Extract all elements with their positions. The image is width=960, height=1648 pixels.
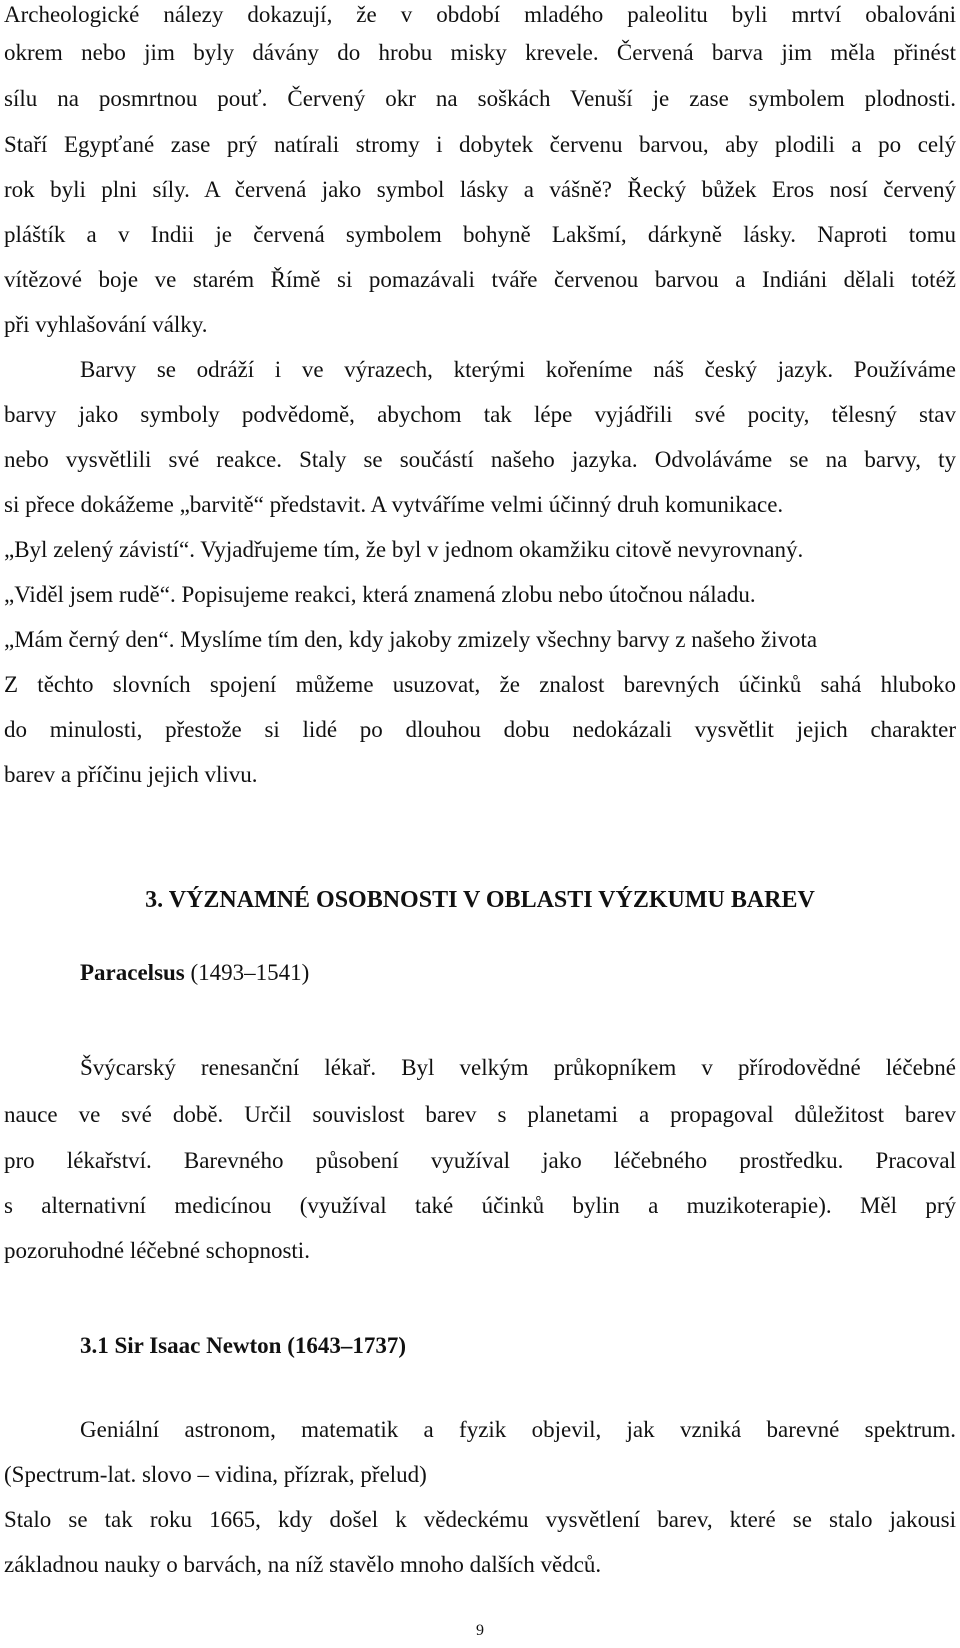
text-line: okrem nebo jim byly dávány do hrobu misky krevele. Červená barva jim měla přinést: [4, 40, 956, 65]
person-years: (1493–1541): [190, 960, 310, 985]
text-line: do minulosti, přestože si lidé po dlouhou dobu nedokázali vysvětlit jejich charakter: [4, 717, 956, 742]
text-line: „Mám černý den“. Myslíme tím den, kdy jakoby zmizely všechny barvy z našeho života: [4, 627, 818, 652]
text-line: barvy jako symboly podvědomě, abychom tak lépe vyjádřili své pocity, tělesný stav: [4, 402, 956, 427]
text-line: vítězové boje ve starém Římě si pomazávali tváře červenou barvou a Indiáni dělali totéž: [4, 267, 956, 292]
section-heading: 3. VÝZNAMNÉ OSOBNOSTI V OBLASTI VÝZKUMU BAREV: [145, 887, 815, 913]
text-line: pro lékařství. Barevného působení využíval jako léčebného prostředku. Pracoval: [4, 1148, 956, 1173]
text-line: (Spectrum-lat. slovo – vidina, přízrak, přelud): [4, 1462, 427, 1487]
text-line: pláštík a v Indii je červená symbolem bohyně Lakšmí, dárkyně lásky. Naproti tomu: [4, 222, 956, 247]
person-heading-text: 3.1 Sir Isaac Newton (1643–1737): [80, 1333, 407, 1358]
text-line: si přece dokážeme „barvitě“ představit. A vytváříme velmi účinný druh komunikace.: [4, 492, 784, 517]
page-number: 9: [476, 1622, 484, 1639]
text-line: Staří Egypťané zase prý natírali stromy i dobytek červenu barvou, aby plodili a po celý: [4, 132, 956, 157]
person-heading-paracelsus: [80, 960, 309, 986]
text-line: nebo vysvětlili své reakce. Staly se součástí našeho jazyka. Odvoláváme se na barvy, ty: [4, 447, 956, 472]
text-line: Z těchto slovních spojení můžeme usuzovat, že znalost barevných účinků sahá hluboko: [4, 672, 956, 697]
text-line: pozoruhodné léčebné schopnosti.: [4, 1238, 310, 1263]
text-line: „Byl zelený závistí“. Vyjadřujeme tím, že byl v jednom okamžiku citově nevyrovnaný.: [4, 537, 804, 562]
text-line: rok byli plni síly. A červená jako symbol lásky a vášně? Řecký bůžek Eros nosí červený: [4, 177, 956, 202]
text-line: Archeologické nálezy dokazují, že v období mladého paleolitu byli mrtví obalováni: [4, 2, 956, 27]
text-line: s alternativní medicínou (využíval také účinků bylin a muzikoterapie). Měl prý: [4, 1193, 956, 1218]
text-line: Švýcarský renesanční lékař. Byl velkým průkopníkem v přírodovědné léčebné: [80, 1055, 956, 1080]
text-line: základnou nauky o barvách, na níž stavělo mnoho dalších vědců.: [4, 1552, 602, 1577]
text-line: nauce ve své době. Určil souvislost barev s planetami a propagoval důležitost barev: [4, 1102, 956, 1127]
text-line: Barvy se odráží i ve výrazech, kterými kořeníme náš český jazyk. Používáme: [80, 357, 956, 382]
text-line: Geniální astronom, matematik a fyzik objevil, jak vzniká barevné spektrum.: [80, 1417, 956, 1442]
text-line: barev a příčinu jejich vlivu.: [4, 762, 258, 787]
text-line: „Viděl jsem rudě“. Popisujeme reakci, která znamená zlobu nebo útočnou náladu.: [4, 582, 756, 607]
text-line: při vyhlašování války.: [4, 312, 208, 337]
person-heading-newton: [80, 1333, 406, 1359]
person-name: Paracelsus: [80, 960, 185, 985]
text-line: sílu na posmrtnou pouť. Červený okr na soškách Venuší je zase symbolem plodnosti.: [4, 86, 956, 111]
text-line: Stalo se tak roku 1665, kdy došel k vědeckému vysvětlení barev, které se stalo jakousi: [4, 1507, 956, 1532]
